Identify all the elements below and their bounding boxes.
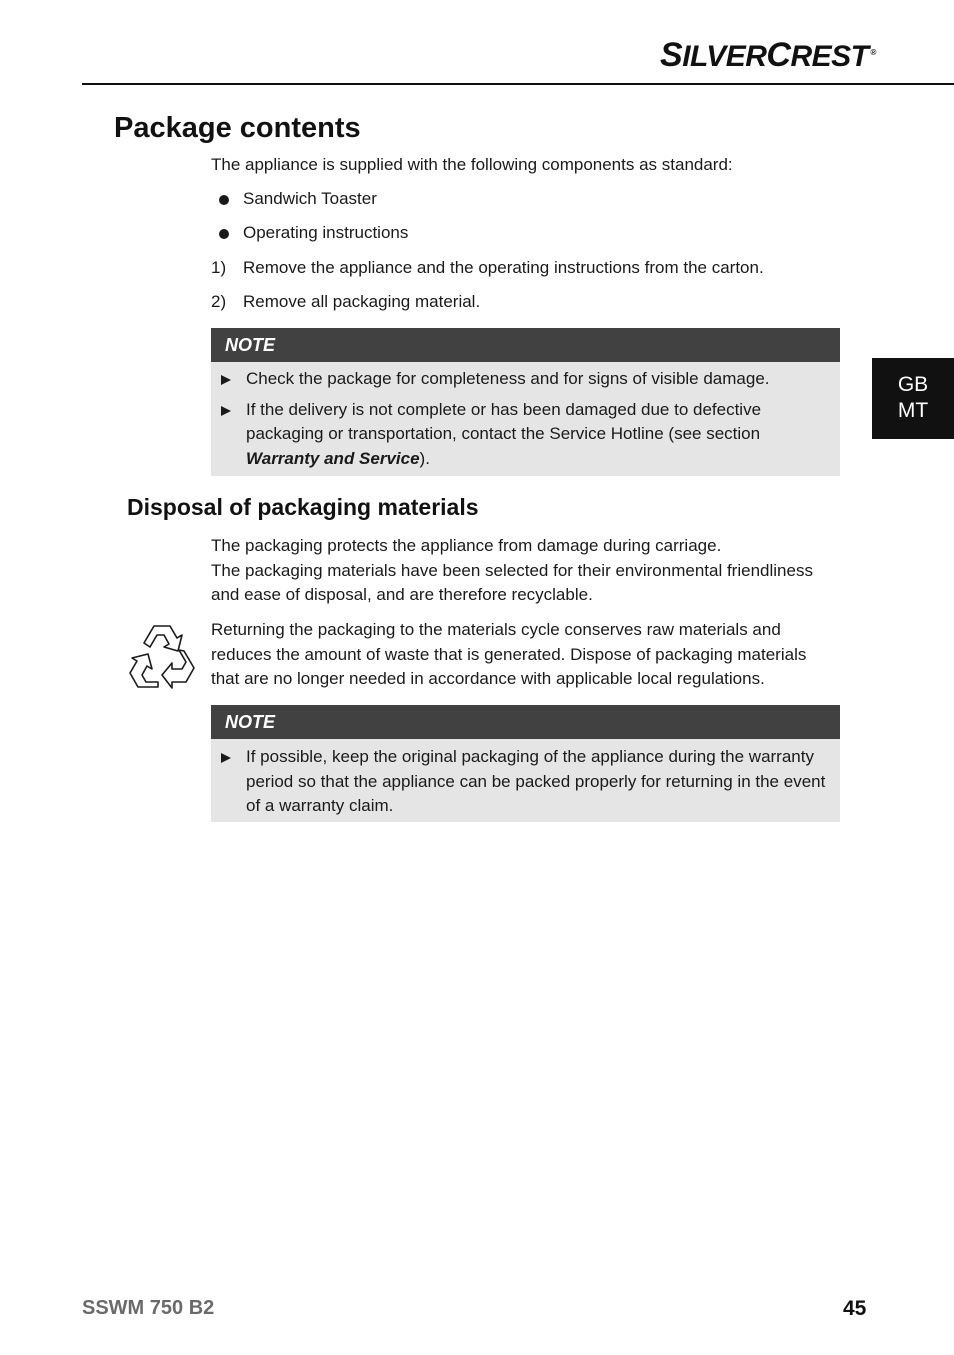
language-code-gb: GB: [897, 373, 929, 396]
step-text: Remove all packaging material.: [243, 292, 481, 311]
package-intro: The appliance is supplied with the following components as standard:: [211, 155, 733, 174]
language-code-mt: MT: [897, 399, 929, 422]
header-divider: [82, 83, 954, 85]
note-item: If possible, keep the original packaging of the appliance during the warranty period so that the appliance can be packed properly for returning in the event of a warranty claim.: [211, 745, 840, 819]
brand-logo: SILVERCREST ®: [660, 36, 876, 74]
note-heading: NOTE: [211, 328, 840, 362]
step-text: Remove the appliance and the operating instructions from the carton.: [243, 258, 764, 277]
language-tab: [872, 358, 954, 439]
recycling-icon: [122, 621, 202, 697]
note-box: [211, 705, 840, 822]
warranty-section-reference: Warranty and Service: [246, 448, 420, 468]
disposal-paragraph: The packaging protects the appliance from damage during carriage. The packaging materials have been selected for their environmental friendliness and ease of disposal, and are therefore recyclable.: [211, 536, 813, 604]
arrow-right-icon: [221, 753, 231, 763]
list-item: Sandwich Toaster: [243, 189, 377, 208]
note-box: [211, 328, 840, 476]
bullet-icon: [219, 229, 229, 239]
footer-model-number: SSWM 750 B2: [82, 1297, 215, 1319]
note-heading: NOTE: [211, 705, 840, 739]
note-item: Check the package for completeness and for signs of visible damage.: [211, 367, 840, 392]
arrow-right-icon: [221, 406, 231, 416]
section-title-package-contents: Package contents: [114, 112, 361, 144]
arrow-right-icon: [221, 375, 231, 385]
step-number: 2): [211, 292, 227, 311]
list-item: Operating instructions: [243, 223, 409, 242]
disposal-recycling-paragraph: Returning the packaging to the materials cycle conserves raw materials and reduces the amount of waste that is generated. Dispose of packaging materials that are no longer needed in accordance with applicable local regulations.: [211, 620, 807, 688]
bullet-icon: [219, 195, 229, 205]
note-item: If the delivery is not complete or has been damaged due to defective packaging or transportation, contact the Service Hotline (see section Warranty and Service).: [211, 398, 840, 472]
footer-page-number: 45: [843, 1297, 867, 1320]
step-number: 1): [211, 258, 227, 277]
section-title-disposal: Disposal of packaging materials: [127, 494, 479, 520]
